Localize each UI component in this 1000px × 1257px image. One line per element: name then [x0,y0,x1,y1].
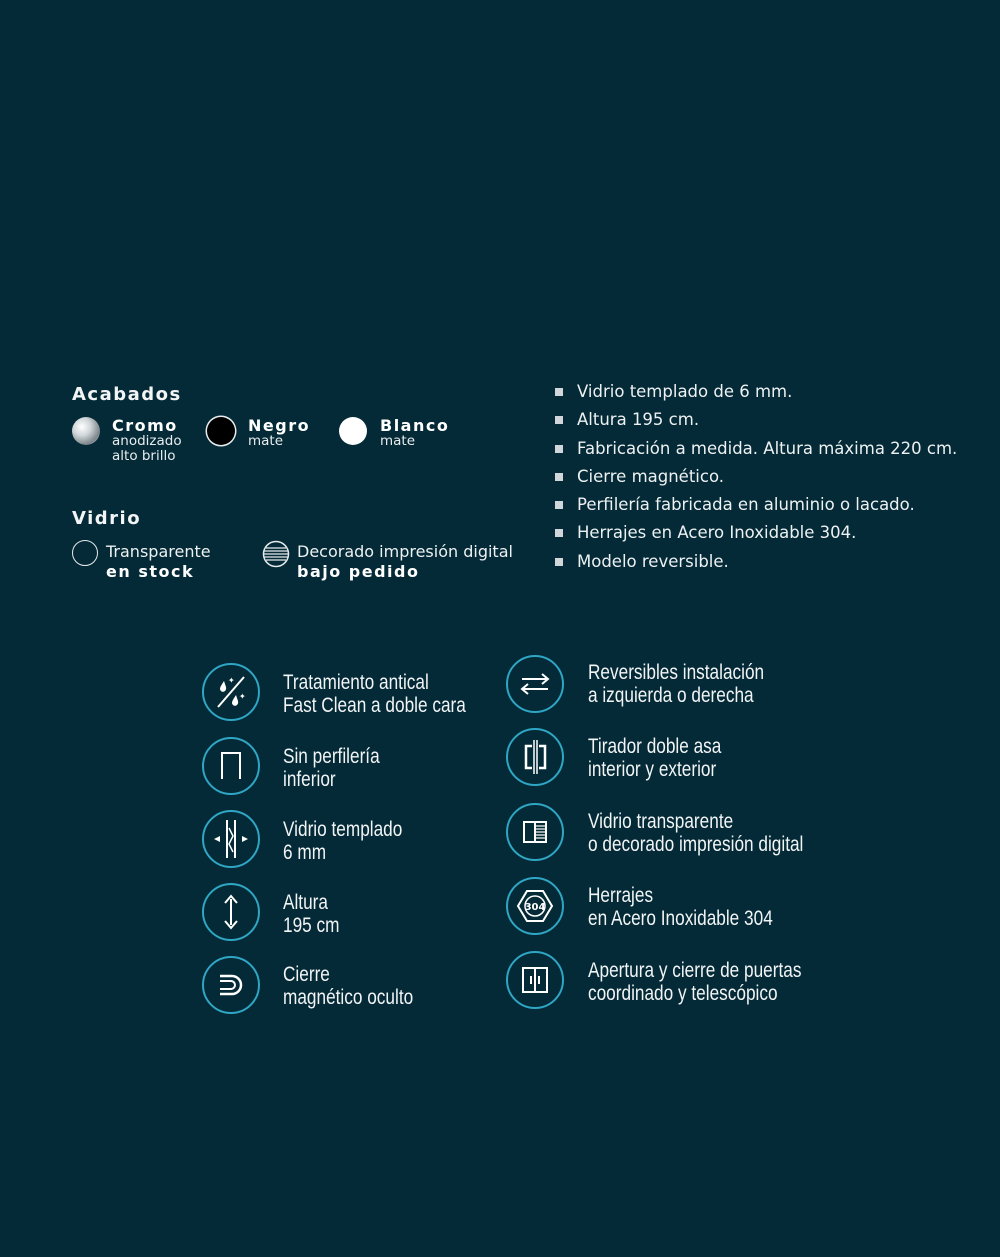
feature-tempered-glass [283,818,402,864]
feature-handle [588,735,721,781]
bullet-icon [555,529,563,537]
height-icon [202,883,260,941]
glass-sub: bajo pedido [297,562,420,581]
feature-line: Altura [283,891,328,914]
finish-name: Cromo [112,416,178,435]
feature-line: magnético oculto [283,986,414,1009]
spec-text: Cierre magnético. [577,466,725,486]
svg-text:✦: ✦ [239,692,246,701]
spec-text: Vidrio templado de 6 mm. [577,382,793,401]
feature-line: en Acero Inoxidable 304 [588,907,773,930]
spec-text: Fabricación a medida. Altura máxima 220 cm. [577,438,958,458]
feature-line: 6 mm [283,841,327,864]
glass-sub: en stock [106,562,195,581]
glass-title: Vidrio [72,508,142,529]
bullet-icon [555,501,563,509]
spec-item [555,491,957,519]
spec-text: Altura 195 cm. [577,410,700,430]
bullet-icon [555,558,563,566]
spec-text: Modelo reversible. [577,551,729,571]
feature-line: Tratamiento antical [283,671,429,694]
spec-text: Perfilería fabricada en aluminio o lacado. [577,495,915,515]
feature-height [283,891,339,937]
feature-no-profile [283,745,380,791]
telescopic-icon [506,951,564,1009]
feature-steel-304 [588,884,773,930]
spec-item [555,435,957,463]
decorated-glass-icon [262,540,290,568]
feature-line: Sin perfilería [283,745,380,768]
feature-line: Fast Clean a doble cara [283,694,466,717]
feature-line: interior y exterior [588,758,717,781]
feature-line: Tirador doble asa [588,735,722,758]
feature-line: Vidrio templado [283,818,403,841]
spec-text: Herrajes en Acero Inoxidable 304. [577,523,857,543]
transparent-glass-icon [72,540,98,566]
finishes-title: Acabados [72,384,182,405]
feature-line: Herrajes [588,884,654,907]
antical-icon [202,663,260,721]
feature-line: o decorado impresión digital [588,833,804,856]
spec-item [555,519,957,547]
tempered-glass-icon [202,810,260,868]
bullet-icon [555,388,563,396]
white-swatch [339,417,367,445]
feature-line: inferior [283,768,336,791]
glass-name: Transparente [106,542,211,561]
feature-reversible [588,661,764,707]
finish-sub: mate [248,433,284,449]
feature-line: Vidrio transparente [588,810,734,833]
svg-text:✦: ✦ [228,676,235,685]
steel-304-icon [506,877,564,935]
handle-icon [506,728,564,786]
feature-antical [283,671,466,717]
spec-item [555,463,957,491]
feature-line: a izquierda o derecha [588,684,754,707]
bullet-icon [555,473,563,481]
finish-name: Blanco [380,416,450,435]
feature-line: 195 cm [283,914,340,937]
finish-sub: anodizado [112,433,182,449]
glass-type-icon [506,803,564,861]
feature-line: Reversibles instalación [588,661,765,684]
spec-item [555,378,957,406]
spec-list [555,378,957,576]
feature-line: Apertura y cierre de puertas [588,959,802,982]
feature-telescopic [588,959,801,1005]
finish-name: Negro [248,416,311,435]
no-profile-icon [202,737,260,795]
bullet-icon [555,416,563,424]
reversible-icon [506,655,564,713]
black-swatch [207,417,235,445]
feature-magnet [283,963,413,1009]
feature-glass-type [588,810,803,856]
magnet-icon [202,956,260,1014]
steel-badge: 304 [524,902,546,913]
spec-item [555,406,957,434]
feature-line: Cierre [283,963,330,986]
finish-sub: alto brillo [112,448,176,464]
glass-name: Decorado impresión digital [297,542,513,561]
feature-line: coordinado y telescópico [588,982,778,1005]
chrome-swatch [72,417,100,445]
spec-item [555,548,957,576]
bullet-icon [555,445,563,453]
finish-sub: mate [380,433,416,449]
